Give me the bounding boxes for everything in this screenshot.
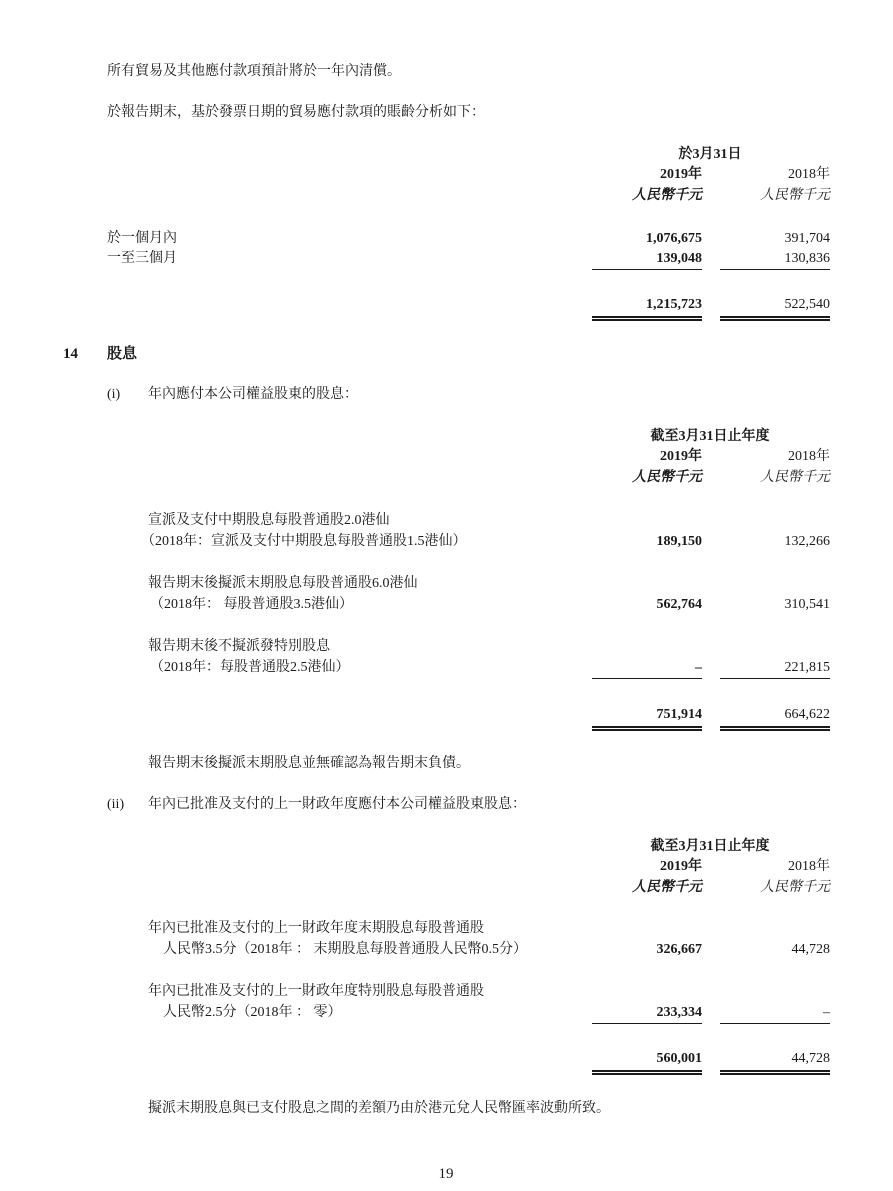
table1-col-2018: 2018年 (788, 167, 830, 182)
table2-period-header: 截至3月31日止年度 (650, 429, 770, 444)
table3-row-label-line2: 人民幣3.5分（2018年 ： 末期股息每股普通股人民幣0.5分） (163, 942, 527, 957)
section-title: 股息 (107, 346, 138, 362)
page-number: 19 (438, 1166, 454, 1182)
table1-subtotal-rule-2019 (592, 269, 702, 270)
table1-row-value-2019: 139,048 (656, 251, 702, 266)
table1-total-2019: 1,215,723 (646, 297, 702, 312)
table1-row-value-2018: 391,704 (784, 231, 830, 246)
table2-row-label-line2: （2018年：宣派及支付中期股息每股普通股1.5港仙） (141, 534, 467, 549)
table2-subtotal-rule-2018 (720, 678, 830, 679)
table2-row-value-2018: 132,266 (784, 534, 830, 549)
intro-line-1: 所有貿易及其他應付款項預計將於一年內清償。 (107, 64, 401, 79)
subsection-i-marker: (i) (107, 387, 121, 402)
table3-col-2018: 2018年 (788, 859, 830, 874)
table3-row-label-line1: 年內已批准及支付的上一財政年度特別股息每股普通股 (148, 984, 484, 999)
table2-row-label-line2: （2018年： 每股普通股3.5港仙） (150, 597, 353, 612)
table3-unit-2019: 人民幣千元 (632, 880, 702, 895)
table3-subtotal-rule-2018 (720, 1023, 830, 1024)
table1-row-value-2019: 1,076,675 (646, 231, 702, 246)
table2-row-label-line2: （2018年：每股普通股2.5港仙） (150, 660, 350, 675)
table2-total-double-rule-2019 (592, 726, 702, 731)
table1-total-double-rule-2018 (720, 316, 830, 321)
table2-row-value-2019: 562,764 (656, 597, 702, 612)
table3-total-2019: 560,001 (656, 1051, 702, 1066)
table2-total-double-rule-2018 (720, 726, 830, 731)
table1-row-value-2018: 130,836 (784, 251, 830, 266)
table2-row-value-2018: 310,541 (784, 597, 830, 612)
table3-subtotal-rule-2019 (592, 1023, 702, 1024)
table3-total-2018: 44,728 (791, 1051, 830, 1066)
table2-row-label-line1: 宣派及支付中期股息每股普通股2.0港仙 (148, 513, 390, 528)
table3-row-value-2019: 326,667 (656, 942, 702, 957)
table2-row-label-line1: 報告期末後不擬派發特別股息 (148, 639, 330, 654)
intro-line-2: 於報告期末，基於發票日期的貿易應付款項的賬齡分析如下： (107, 105, 485, 120)
table1-period-header: 於3月31日 (678, 147, 742, 162)
table2-row-value-2019: – (695, 660, 702, 675)
table2-subtotal-rule-2019 (592, 678, 702, 679)
table1-subtotal-rule-2018 (720, 269, 830, 270)
table1-unit-2019: 人民幣千元 (632, 188, 702, 203)
table3-col-2019: 2019年 (660, 859, 702, 874)
subsection-ii-title: 年內已批准及支付的上一財政年度應付本公司權益股東股息： (148, 797, 526, 812)
section-number: 14 (63, 346, 78, 362)
table3-total-double-rule-2018 (720, 1070, 830, 1075)
subsection-ii-marker: (ii) (107, 797, 125, 812)
table2-note: 報告期末後擬派末期股息並無確認為報告期末負債。 (148, 756, 470, 771)
table3-note: 擬派末期股息與已支付股息之間的差額乃由於港元兌人民幣匯率波動所致。 (148, 1101, 610, 1116)
table3-row-value-2018: – (823, 1005, 830, 1020)
table2-row-label-line1: 報告期末後擬派末期股息每股普通股6.0港仙 (148, 576, 418, 591)
table3-unit-2018: 人民幣千元 (760, 880, 830, 895)
table1-row-label: 於一個月內 (107, 231, 177, 246)
table2-unit-2019: 人民幣千元 (632, 470, 702, 485)
table2-row-value-2019: 189,150 (656, 534, 702, 549)
table3-row-value-2019: 233,334 (656, 1005, 702, 1020)
table3-row-label-line1: 年內已批准及支付的上一財政年度末期股息每股普通股 (148, 921, 484, 936)
table1-total-2018: 522,540 (784, 297, 830, 312)
table3-row-label-line2: 人民幣2.5分（2018年 ： 零） (163, 1005, 342, 1020)
table2-col-2018: 2018年 (788, 449, 830, 464)
table1-total-double-rule-2019 (592, 316, 702, 321)
table3-period-header: 截至3月31日止年度 (650, 839, 770, 854)
table2-total-2019: 751,914 (656, 707, 702, 722)
table3-row-value-2018: 44,728 (791, 942, 830, 957)
table2-unit-2018: 人民幣千元 (760, 470, 830, 485)
table3-total-double-rule-2019 (592, 1070, 702, 1075)
table1-col-2019: 2019年 (660, 167, 702, 182)
subsection-i-title: 年內應付本公司權益股東的股息： (148, 387, 358, 402)
table1-unit-2018: 人民幣千元 (760, 188, 830, 203)
table2-total-2018: 664,622 (784, 707, 830, 722)
table2-col-2019: 2019年 (660, 449, 702, 464)
table1-row-label: 一至三個月 (107, 251, 177, 266)
table2-row-value-2018: 221,815 (784, 660, 830, 675)
